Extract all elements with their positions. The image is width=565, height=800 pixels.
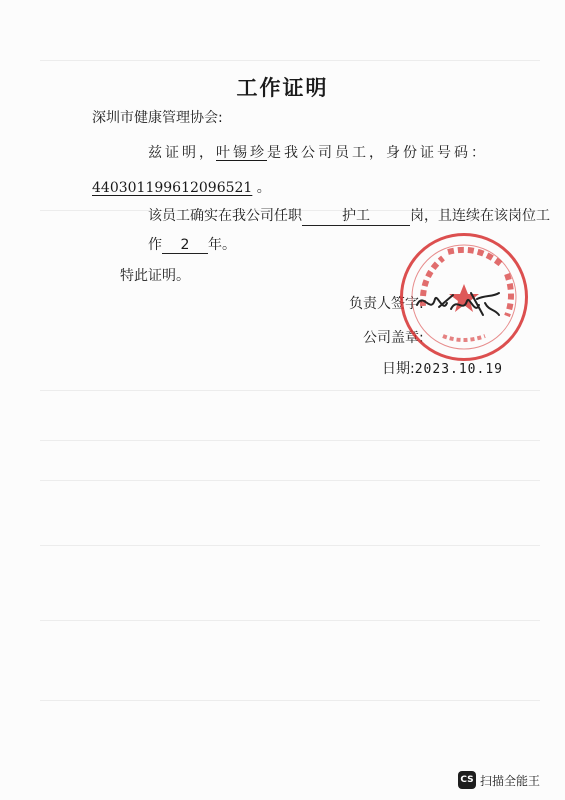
show-through-line	[40, 620, 540, 621]
app-name: 扫描全能王	[480, 773, 541, 788]
line3-suffix: 岗，且连续在该岗位工	[410, 208, 550, 224]
show-through-line	[40, 390, 540, 391]
line3-prefix: 该员工确实在我公司任职	[148, 208, 302, 224]
certification-line	[148, 142, 488, 162]
date-label: 日期:	[382, 361, 415, 377]
show-through-line	[40, 700, 540, 701]
camscanner-logo-icon: CS	[458, 771, 476, 789]
handwritten-signature	[413, 285, 503, 325]
line4-suffix: 年。	[208, 237, 236, 253]
signature-label: 负责人签字:	[349, 296, 424, 312]
id-number-line	[92, 177, 271, 197]
seal-label: 公司盖章:	[363, 330, 424, 346]
id-number: 440301199612096521	[92, 180, 253, 196]
show-through-line	[40, 480, 540, 481]
line4-prefix: 作	[148, 237, 162, 253]
id-suffix: 。	[256, 180, 271, 196]
position-value: 护工	[302, 205, 410, 226]
line1-suffix: 是我公司员工，身份证号码：	[267, 145, 488, 161]
tenure-line	[148, 234, 236, 254]
employee-name: 叶锡珍	[216, 145, 267, 161]
years-value: 2	[162, 237, 208, 254]
date-value: 2023.10.19	[414, 362, 503, 377]
document-title: 工作证明	[236, 76, 329, 100]
closing-line: 特此证明。	[120, 268, 190, 284]
position-line	[148, 205, 550, 226]
date-line	[382, 358, 503, 378]
recipient: 深圳市健康管理协会:	[92, 110, 223, 126]
show-through-line	[40, 545, 540, 546]
scanner-watermark	[458, 770, 540, 790]
show-through-line	[40, 440, 540, 441]
line1-prefix: 兹证明，	[148, 145, 216, 161]
show-through-line	[40, 60, 540, 61]
